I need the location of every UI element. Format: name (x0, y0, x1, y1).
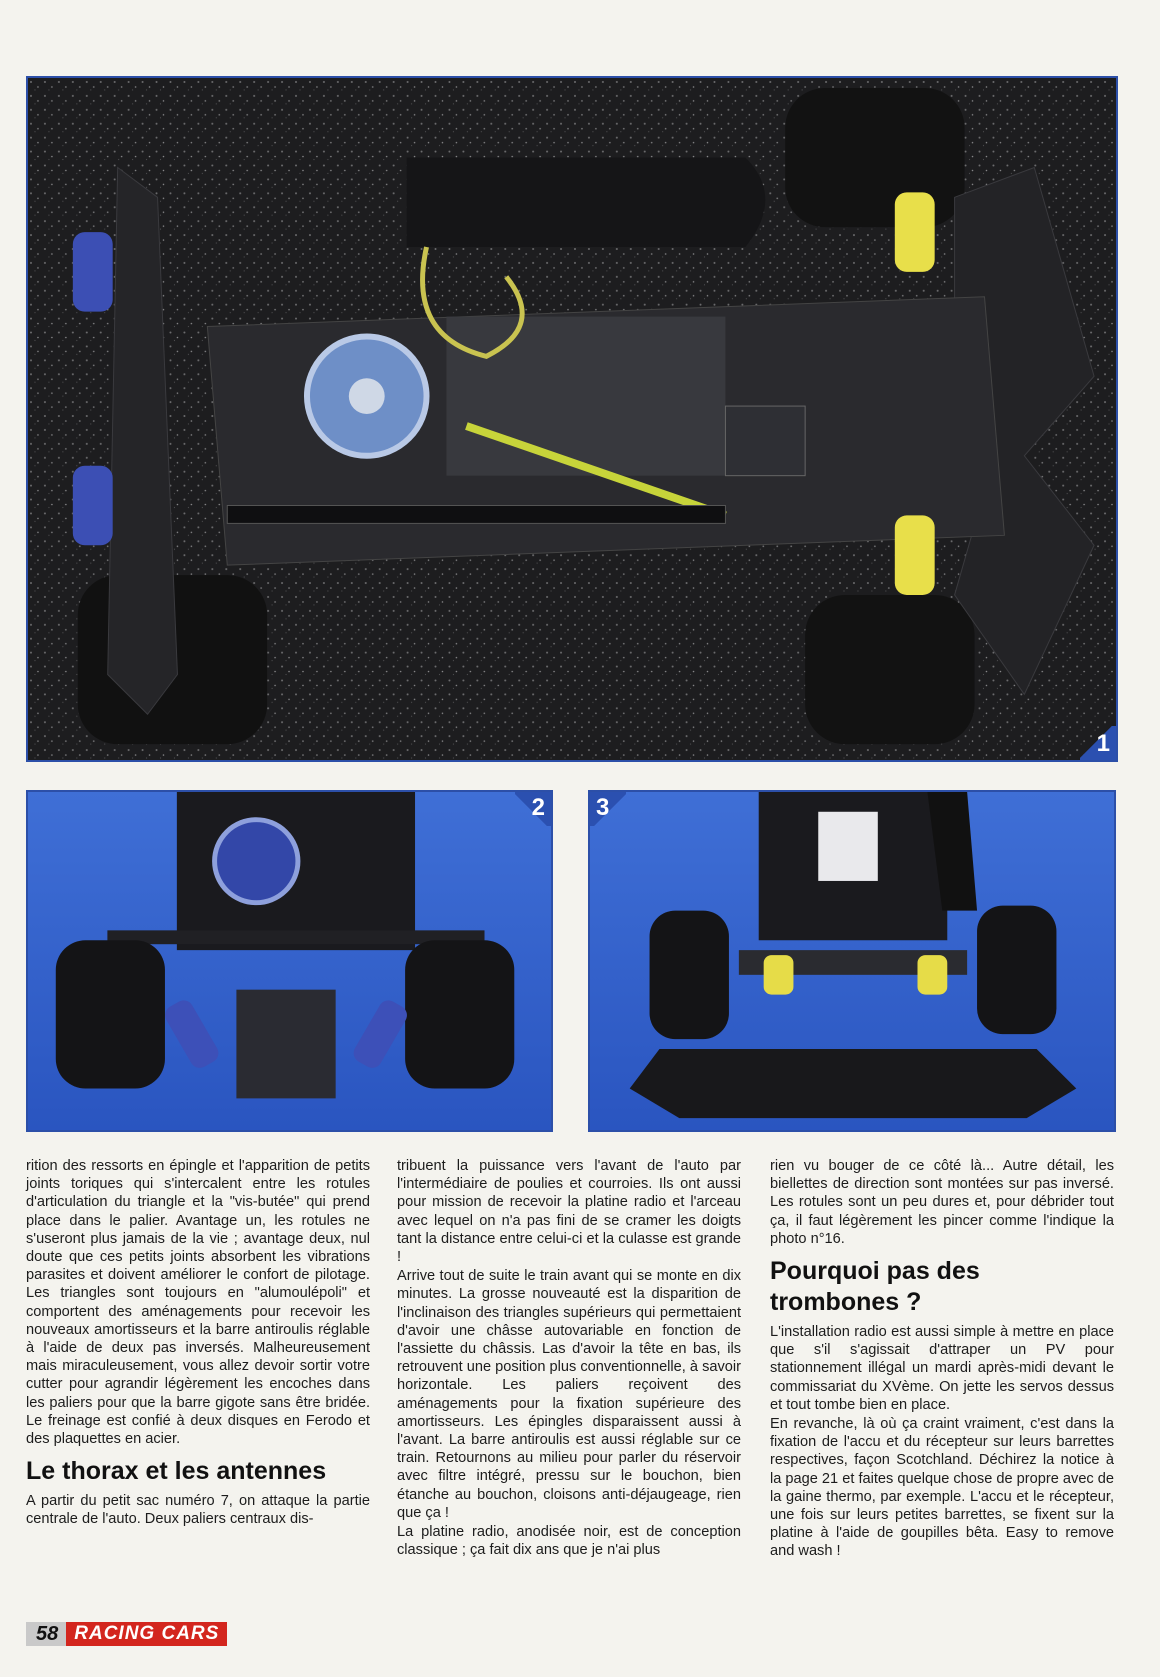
photo-rear-view (26, 790, 553, 1132)
photo-chassis-top-view (26, 76, 1118, 762)
photo-number-badge (590, 792, 626, 826)
paragraph: rition des ressorts en épingle et l'apparition de petits joints toriques qui s'intercalent entre les rotules d'articulation du triangle et la "vis-butée" qui prend place dans le palier. Avantage un, les rotules ne s'useront plus jamais de la vie ; avantage deux, nul doute que ces petits joints absorbent les vibrations parasites et doivent améliorer le confort de pilotage. Les triangles sont toujours en "alumoulépoli" et comportent des aménagements pour recevoir les nouveaux amortisseurs et la barre antiroulis réglable à l'aide de deux pas inversés. Malheureusement mais miraculeusement, vous allez devoir sortir votre cutter pour agrandir légèrement les encoches dans les paliers pour que la barre gigote sans être bridée. Le freinage est confié à deux disques en Ferodo et des plaquettes en acier. (26, 1158, 370, 1448)
paragraph: rien vu bouger de ce côté là... Autre détail, les biellettes de direction sont montées sur pas inversé. Les rotules sont un peu dures et, pour débrider tout ça, il faut légèrement les pincer comme l'indique la photo n°16. (770, 1158, 1114, 1247)
magazine-name: RACING CARS (74, 1623, 220, 1644)
front-view-illustration (590, 792, 1114, 1130)
page-footer (26, 1622, 227, 1646)
photo-number: 2 (531, 794, 545, 821)
section-heading: Le thorax et les antennes (26, 1457, 327, 1486)
photo-number: 1 (1096, 730, 1110, 757)
photo-number-badge (1080, 726, 1116, 760)
paragraph: A partir du petit sac numéro 7, on attaque la partie centrale de l'auto. Deux paliers centraux dis- (26, 1493, 370, 1528)
article-column-2 (397, 1157, 741, 1560)
magazine-logo (66, 1622, 227, 1646)
page-number: 58 (26, 1622, 66, 1646)
paragraph: En revanche, là où ça craint vraiment, c'est dans la fixation de l'accu et du récepteur sur leurs barrettes respectives, façon Scotchland. Déchirez la notice à la page 21 et faites quelque chose de propre avec de la gaine thermo, par exemple. L'accu et le récepteur, une fois sur leurs petites barrettes, se fixent sur la platine à l'aide de goupilles bêta. Easy to remove and wash ! (770, 1416, 1115, 1560)
chassis-top-illustration (28, 78, 1116, 760)
photo-number-badge (515, 792, 551, 826)
section-heading: Pourquoi pas des trombones ? (770, 1257, 980, 1317)
rear-view-illustration (28, 792, 551, 1130)
photo-front-view (588, 790, 1116, 1132)
paragraph: La platine radio, anodisée noir, est de conception classique ; ça fait dix ans que je n'ai plus (397, 1524, 741, 1559)
article-column-1 (26, 1157, 370, 1530)
article-column-3 (770, 1157, 1114, 1562)
paragraph: L'installation radio est aussi simple à mettre en place que s'il s'agissait d'attraper un PV pour stationnement illégal un mardi après-midi devant le commissariat du XVème. On jette les servos dessus et tout tombe bien en place. (770, 1324, 1114, 1413)
paragraph: tribuent la puissance vers l'avant de l'auto par l'intermédiaire de poulies et courroies. Ils ont aussi pour mission de recevoir la platine radio et l'arceau avec lequel on n'a pas fini de se cramer les doigts tant la distance entre celui-ci et la culasse est grande ! (397, 1158, 741, 1266)
photo-number: 3 (596, 794, 610, 821)
paragraph: Arrive tout de suite le train avant qui se monte en dix minutes. La grosse nouveauté est la disparition de l'inclinaison des triangles supérieurs qui permettaient d'avoir une châsse autovariable en fonction de l'assiette du châssis. Las d'avoir la tête en bas, ils retrouvent une position plus conventionnelle, à savoir horizontale. Les paliers reçoivent des aménagements pour la fixation supérieure des amortisseurs. Les épingles disparaissent aussi à l'avant. La barre antiroulis est aussi réglable sur ce train. Retournons au milieu pour parler du réservoir avec filtre intégré, pressu sur le bouchon, bien étanche au bouchon, cloisons anti-déjaugeage, rien que ça ! (397, 1268, 741, 1521)
